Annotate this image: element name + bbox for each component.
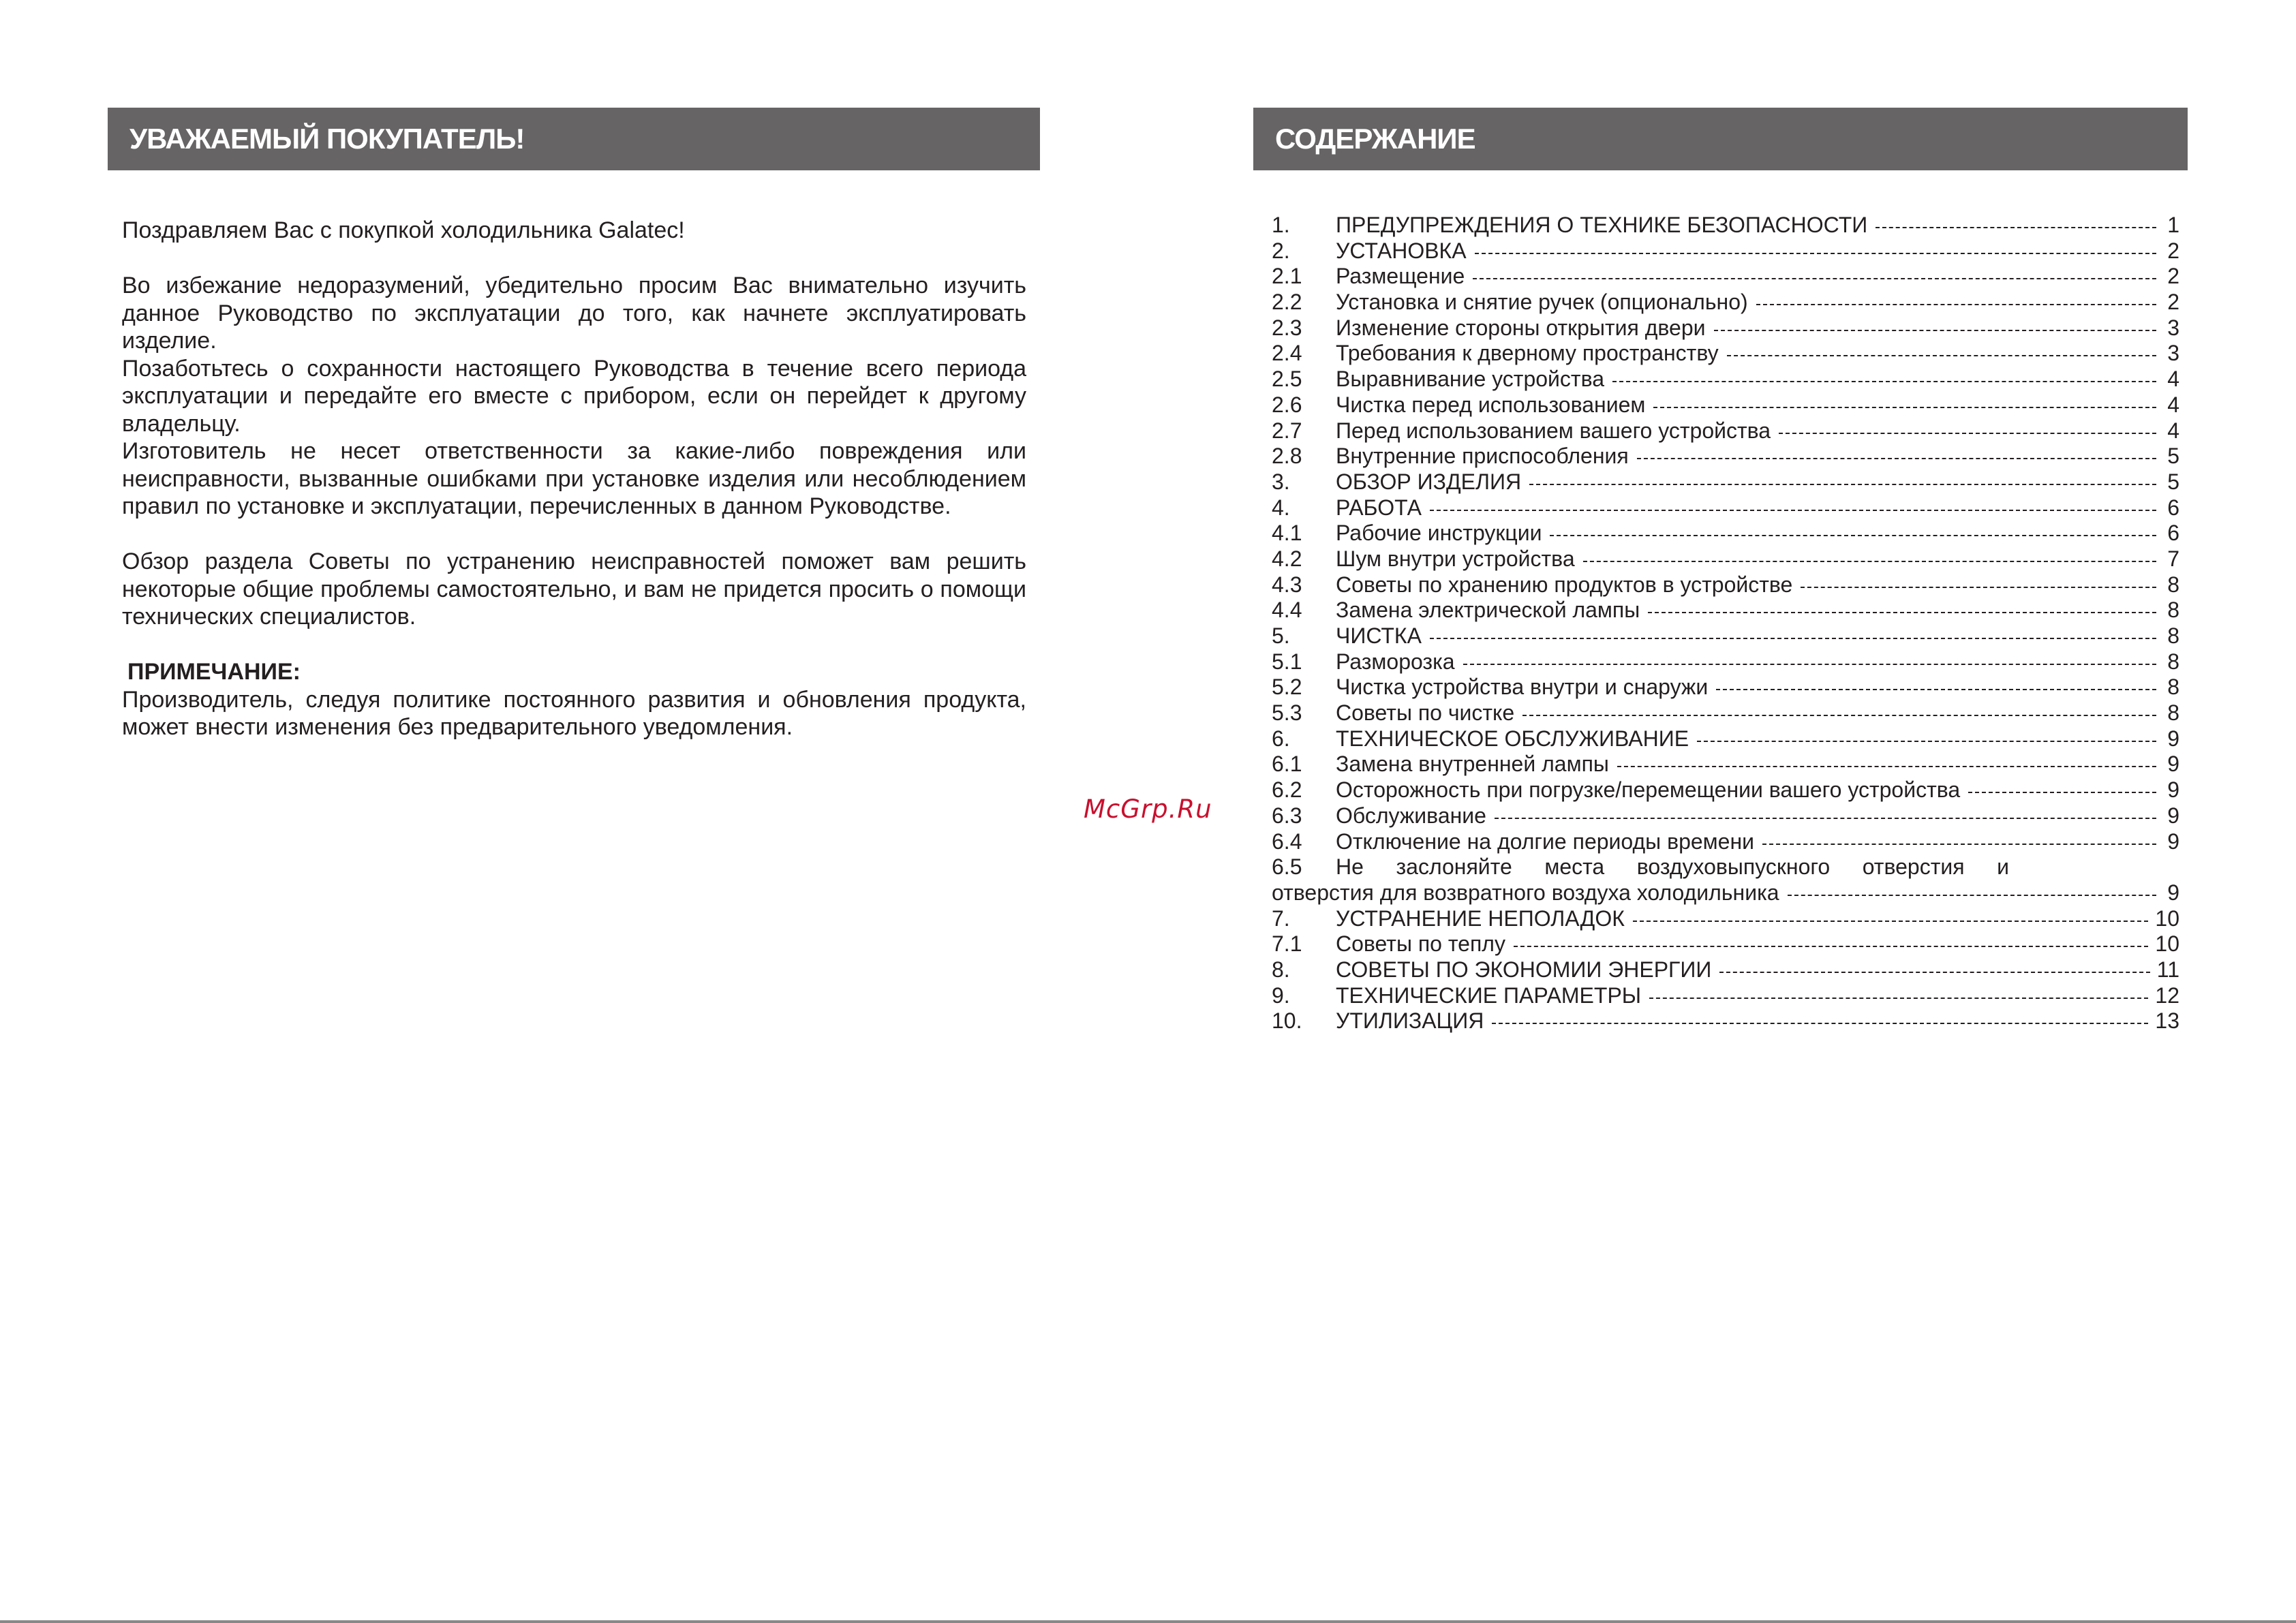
- toc-dot-leader: [1475, 252, 2156, 254]
- toc-entry-number: 6.2: [1272, 777, 1302, 803]
- toc-entry-page: 9: [2167, 752, 2179, 777]
- toc-entry-number: 6.5: [1272, 854, 1302, 880]
- toc-entry: [1272, 983, 2179, 1009]
- toc-dot-leader: [1583, 560, 2156, 562]
- toc-entry: [1272, 829, 2179, 855]
- toc-dot-leader: [1522, 714, 2156, 716]
- toc-entry-title: Размещение: [1336, 264, 1465, 289]
- toc-entry-number: 5.1: [1272, 649, 1302, 674]
- toc-entry: [1272, 418, 2179, 444]
- watermark: McGrp.Ru: [1084, 794, 1212, 824]
- toc-dot-leader: [1648, 611, 2156, 613]
- left-page-body: [122, 217, 1026, 741]
- toc-entry-number: 7.1: [1272, 931, 1302, 957]
- toc-entry-page: 10: [2155, 931, 2179, 957]
- toc-entry: [1272, 957, 2179, 983]
- toc-entry-page: 8: [2167, 623, 2179, 648]
- toc-entry-number: 2.3: [1272, 315, 1302, 340]
- toc-entry-title: Не заслоняйте места воздуховыпускного отверстия и: [1336, 854, 2009, 880]
- toc-entry-title: Отключение на долгие периоды времени: [1336, 829, 1754, 854]
- toc-entry-page: 9: [2167, 803, 2179, 828]
- toc-entry-title: УТИЛИЗАЦИЯ: [1336, 1008, 1484, 1034]
- toc-entry-number: 2.5: [1272, 367, 1302, 392]
- toc-entry-title: Чистка перед использованием: [1336, 392, 1646, 417]
- toc-entry: [1272, 649, 2179, 675]
- toc-entry-number: 4.: [1272, 495, 1290, 520]
- toc-entry-page: 2: [2167, 290, 2179, 315]
- toc-dot-leader: [1473, 277, 2156, 279]
- toc-entry-title: ТЕХНИЧЕСКИЕ ПАРАМЕТРЫ: [1336, 983, 1642, 1008]
- toc-entry: [1272, 367, 2179, 392]
- toc-entry-page: 11: [2156, 957, 2179, 982]
- toc-dot-leader: [1612, 380, 2156, 382]
- toc-entry-page: 8: [2167, 598, 2179, 623]
- toc-dot-leader: [1653, 406, 2156, 408]
- toc-entry-number: 6.1: [1272, 752, 1302, 777]
- toc-entry-page: 5: [2167, 469, 2179, 494]
- toc-entry-page: 9: [2167, 726, 2179, 751]
- toc-entry-title: Рабочие инструкции: [1336, 521, 1542, 546]
- toc-dot-leader: [1617, 765, 2156, 767]
- toc-entry-title: Требования к дверному пространству: [1336, 341, 1719, 366]
- toc-entry-page: 6: [2167, 521, 2179, 546]
- table-of-contents: [1272, 213, 2179, 1034]
- toc-dot-leader: [1968, 791, 2156, 793]
- toc-entry-title: Внутренние приспособления: [1336, 444, 1629, 469]
- toc-entry-title: Советы по чистке: [1336, 700, 1515, 726]
- toc-dot-leader: [1762, 843, 2156, 845]
- toc-entry-number: 3.: [1272, 469, 1290, 494]
- toc-entry-page: 8: [2167, 700, 2179, 726]
- toc-entry-title: СОВЕТЫ ПО ЭКОНОМИИ ЭНЕРГИИ: [1336, 957, 1712, 982]
- toc-dot-leader: [1430, 509, 2156, 511]
- toc-dot-leader: [1727, 354, 2156, 356]
- intro-paragraph-1: Во избежание недоразумений, убедительно просим Вас внимательно изучить данное Руководство по эксплуатации до того, как начнете эксплуатировать изделие.: [122, 273, 1026, 354]
- toc-entry: [1272, 469, 2179, 495]
- toc-entry: [1272, 906, 2179, 932]
- toc-dot-leader: [1514, 945, 2148, 947]
- toc-entry-number: 5.: [1272, 623, 1290, 648]
- toc-entry: [1272, 700, 2179, 726]
- toc-entry: [1272, 623, 2179, 649]
- toc-dot-leader: [1492, 1022, 2148, 1024]
- toc-dot-leader: [1637, 457, 2156, 459]
- toc-entry-number: 10.: [1272, 1008, 1302, 1034]
- toc-entry-title: Установка и снятие ручек (опционально): [1336, 290, 1748, 315]
- toc-entry: [1272, 1008, 2179, 1034]
- toc-entry-page: 8: [2167, 675, 2179, 700]
- toc-entry-page: 2: [2167, 238, 2179, 263]
- toc-entry-title: ТЕХНИЧЕСКОЕ ОБСЛУЖИВАНИЕ: [1336, 726, 1689, 751]
- toc-entry: [1272, 213, 2179, 238]
- toc-entry-number: 6.3: [1272, 803, 1302, 828]
- toc-dot-leader: [1697, 740, 2156, 742]
- toc-entry-title: Советы по хранению продуктов в устройстве: [1336, 572, 1793, 597]
- toc-entry: [1272, 264, 2179, 290]
- toc-entry-title: Замена внутренней лампы: [1336, 752, 1609, 777]
- toc-entry-number: 2.: [1272, 238, 1290, 263]
- toc-entry-page: 5: [2167, 444, 2179, 469]
- greeting-text: Поздравляем Вас с покупкой холодильника Galatec!: [122, 217, 685, 243]
- toc-entry-number: 4.1: [1272, 521, 1302, 546]
- toc-entry-page: 9: [2167, 880, 2179, 905]
- toc-dot-leader: [1495, 817, 2156, 819]
- toc-dot-leader: [1719, 971, 2149, 973]
- toc-entry: [1272, 752, 2179, 777]
- toc-entry-title: Чистка устройства внутри и снаружи: [1336, 675, 1709, 700]
- toc-dot-leader: [1788, 894, 2156, 896]
- toc-entry-page: 4: [2167, 367, 2179, 392]
- toc-entry-page: 9: [2167, 829, 2179, 854]
- toc-entry-page: 10: [2155, 906, 2179, 931]
- note-text: Производитель, следуя политике постоянного развития и обновления продукта, может внести изменения без предварительного уведомления.: [122, 686, 1026, 740]
- toc-dot-leader: [1463, 663, 2156, 665]
- toc-dot-leader: [1633, 920, 2149, 922]
- toc-entry-title: Разморозка: [1336, 649, 1455, 674]
- toc-entry-number: 2.8: [1272, 444, 1302, 469]
- toc-entry-page: 4: [2167, 392, 2179, 417]
- toc-entry-number: 4.3: [1272, 572, 1302, 597]
- toc-entry-page: 9: [2167, 777, 2179, 803]
- toc-entry-page: 13: [2155, 1008, 2179, 1034]
- intro-paragraph-2: Позаботьтесь о сохранности настоящего Руководства в течение всего периода эксплуатации и передайте его вместе с прибором, если он перейдет к другому владельцу.: [122, 355, 1026, 437]
- toc-entry-title: ПРЕДУПРЕЖДЕНИЯ О ТЕХНИКЕ БЕЗОПАСНОСТИ: [1336, 213, 1868, 237]
- toc-entry-page: 8: [2167, 572, 2179, 597]
- toc-dot-leader: [1801, 586, 2156, 588]
- toc-dot-leader: [1550, 534, 2156, 536]
- toc-entry: [1272, 238, 2179, 264]
- toc-entry-number: 6.: [1272, 726, 1290, 751]
- toc-entry-page: 4: [2167, 418, 2179, 443]
- toc-entry: [1272, 880, 2179, 906]
- toc-entry-title: отверстия для возвратного воздуха холодильника: [1272, 880, 1779, 905]
- toc-entry: [1272, 777, 2179, 803]
- toc-dot-leader: [1430, 637, 2156, 639]
- toc-entry-title: Шум внутри устройства: [1336, 546, 1575, 571]
- toc-dot-leader: [1649, 997, 2148, 999]
- intro-paragraph-3: Изготовитель не несет ответственности за какие-либо повреждения или неисправности, вызванные ошибками при установке изделия или несоблюдением правил по установке и эксплуатации, перечисленных в данном Руководстве.: [122, 438, 1026, 519]
- toc-dot-leader: [1529, 483, 2156, 485]
- toc-entry: [1272, 495, 2179, 521]
- toc-entry-page: 1: [2167, 213, 2179, 237]
- toc-entry-number: 6.4: [1272, 829, 1302, 854]
- toc-entry: [1272, 392, 2179, 418]
- left-page-header: УВАЖАЕМЫЙ ПОКУПАТЕЛЬ!: [108, 108, 1040, 170]
- toc-entry: [1272, 546, 2179, 572]
- toc-dot-leader: [1714, 329, 2157, 331]
- toc-entry: [1272, 598, 2179, 623]
- toc-entry-title: Выравнивание устройства: [1336, 367, 1605, 392]
- toc-entry-title: Изменение стороны открытия двери: [1336, 315, 1706, 340]
- toc-entry-page: 7: [2167, 546, 2179, 571]
- toc-entry-number: 5.3: [1272, 700, 1302, 726]
- toc-entry: [1272, 572, 2179, 598]
- toc-entry: [1272, 341, 2179, 367]
- toc-entry: [1272, 315, 2179, 341]
- toc-entry-number: 2.7: [1272, 418, 1302, 443]
- toc-entry-title: Обслуживание: [1336, 803, 1486, 828]
- toc-entry: [1272, 726, 2179, 752]
- toc-entry-number: 4.4: [1272, 598, 1302, 623]
- toc-entry-title: ОБЗОР ИЗДЕЛИЯ: [1336, 469, 1522, 494]
- toc-entry-number: 5.2: [1272, 675, 1302, 700]
- toc-entry-number: 2.4: [1272, 341, 1302, 366]
- toc-dot-leader: [1756, 303, 2156, 305]
- toc-entry-number: 9.: [1272, 983, 1290, 1008]
- toc-entry-number: 7.: [1272, 906, 1290, 931]
- toc-entry-number: 4.2: [1272, 546, 1302, 571]
- toc-entry-page: 12: [2155, 983, 2179, 1008]
- toc-entry: [1272, 803, 2179, 829]
- toc-entry: [1272, 290, 2179, 315]
- toc-entry-number: 1.: [1272, 213, 1290, 237]
- toc-entry-number: 2.2: [1272, 290, 1302, 315]
- toc-entry-page: 3: [2167, 315, 2179, 340]
- toc-entry-title: РАБОТА: [1336, 495, 1422, 520]
- bottom-divider: [0, 1620, 2296, 1623]
- toc-entry-title: Советы по теплу: [1336, 931, 1505, 957]
- toc-dot-leader: [1716, 688, 2156, 690]
- toc-entry-page: 6: [2167, 495, 2179, 520]
- intro-paragraph-4: Обзор раздела Советы по устранению неисправностей поможет вам решить некоторые общие проблемы самостоятельно, и вам не придется просить о помощи технических специалистов.: [122, 548, 1026, 630]
- toc-dot-leader: [1779, 432, 2156, 434]
- toc-entry-page: 8: [2167, 649, 2179, 674]
- toc-entry: [1272, 931, 2179, 957]
- toc-entry-page: 3: [2167, 341, 2179, 366]
- toc-entry: [1272, 675, 2179, 700]
- toc-entry: [1272, 854, 2179, 880]
- toc-entry-title: УСТРАНЕНИЕ НЕПОЛАДОК: [1336, 906, 1625, 931]
- toc-entry-title: Замена электрической лампы: [1336, 598, 1640, 623]
- toc-entry: [1272, 444, 2179, 469]
- toc-entry-number: 2.6: [1272, 392, 1302, 417]
- toc-entry-title: Перед использованием вашего устройства: [1336, 418, 1771, 443]
- toc-dot-leader: [1876, 226, 2156, 228]
- note-title: ПРИМЕЧАНИЕ:: [127, 659, 301, 685]
- toc-entry-title: Осторожность при погрузке/перемещении вашего устройства: [1336, 777, 1961, 803]
- toc-entry: [1272, 521, 2179, 546]
- right-page-header: СОДЕРЖАНИЕ: [1253, 108, 2188, 170]
- toc-entry-page: 2: [2167, 264, 2179, 289]
- toc-entry-title: УСТАНОВКА: [1336, 238, 1467, 263]
- toc-entry-number: 8.: [1272, 957, 1290, 982]
- toc-entry-title: ЧИСТКА: [1336, 623, 1422, 648]
- toc-entry-number: 2.1: [1272, 264, 1302, 289]
